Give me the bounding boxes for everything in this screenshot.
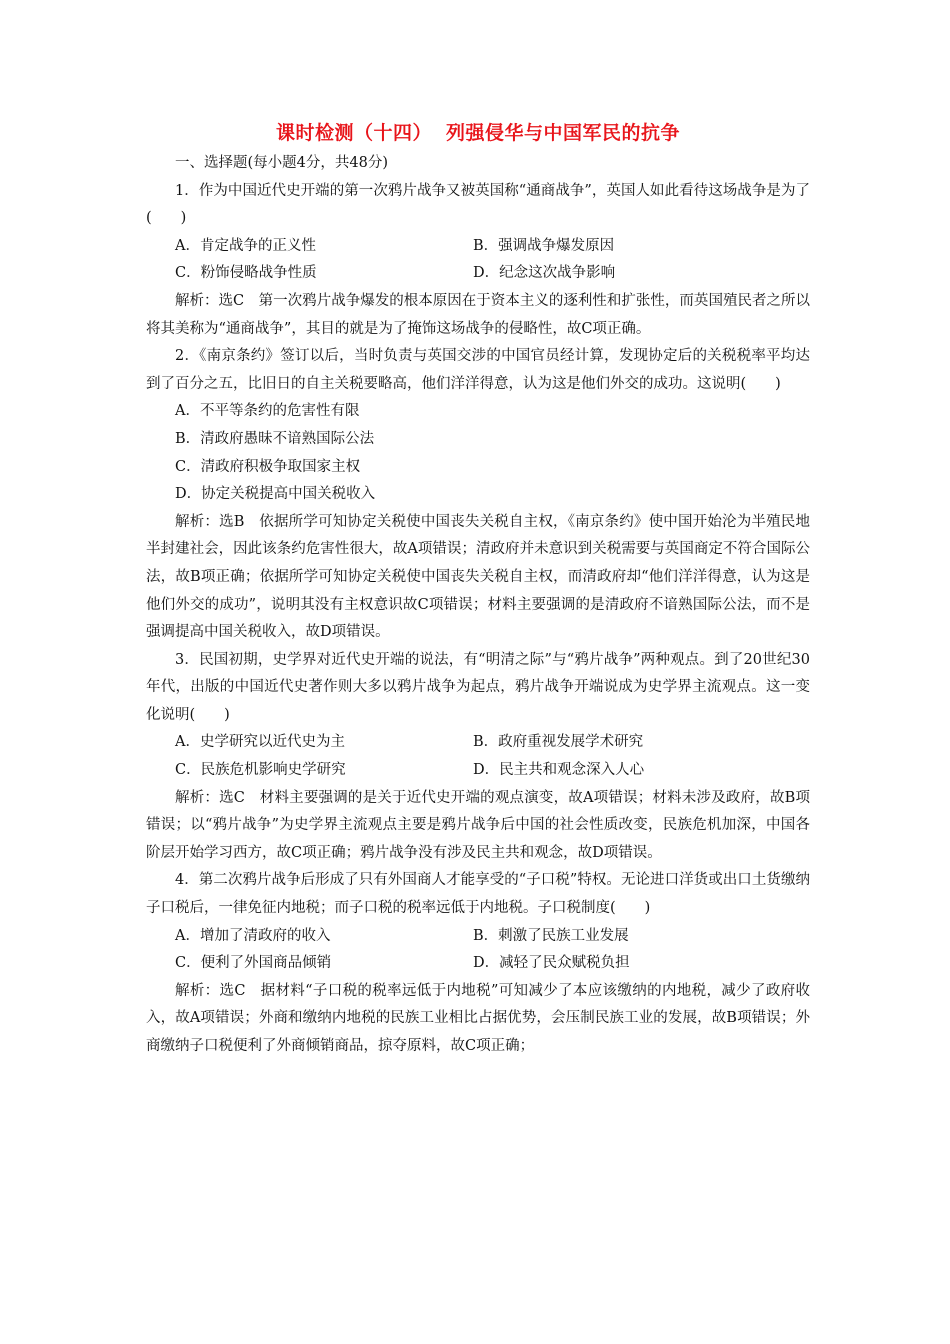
option-3c: C．民族危机影响史学研究 [175,762,346,779]
analysis-3: 解析：选C 材料主要强调的是关于近代史开端的观点演变，故A项错误；材料未涉及政府，故B项错误；以“鸦片战争”为史学界主流观点主要是鸦片战争后中国的社会性质改变，民族危机加深，中国各阶层开始学习西方，故C项正确；鸦片战争没有涉及民主共和观念，故D项错误。 [146,789,810,861]
analysis-1: 解析：选C 第一次鸦片战争爆发的根本原因在于资本主义的逐利性和扩张性，而英国殖民者之所以将其美称为“通商战争”，其目的就是为了掩饰这场战争的侵略性，故C项正确。 [146,292,810,337]
option-2d: D．协定关税提高中国关税收入 [175,486,376,503]
options-row-3a [146,729,810,757]
option-2b: B．清政府愚昧不谙熟国际公法 [175,430,375,447]
option-1b: B．强调战争爆发原因 [473,237,615,254]
option-3d: D．民主共和观念深入人心 [473,762,645,779]
option-3a: A．史学研究以近代史为主 [175,734,345,751]
option-2a: A．不平等条约的危害性有限 [175,403,360,420]
question-stem-1: 1．作为中国近代史开端的第一次鸦片战争又被英国称“通商战争”，英国人如此看待这场战争是为了( ) [146,182,810,227]
option-4c: C．便利了外国商品倾销 [175,955,332,972]
option-4b: B．刺激了民族工业发展 [473,927,629,944]
question-stem-3: 3．民国初期，史学界对近代史开端的说法，有“明清之际”与“鸦片战争”两种观点。到了20世纪30年代，出版的中国近代史著作则大多以鸦片战争为起点，鸦片战争开端说成为史学界主流观点。这一变化说明( ) [146,651,810,723]
option-4a: A．增加了清政府的收入 [175,927,331,944]
question-stem-4: 4．第二次鸦片战争后形成了只有外国商人才能享受的“子口税”特权。无论进口洋货或出口土货缴纳子口税后，一律免征内地税；而子口税的税率远低于内地税。子口税制度( ) [146,872,810,917]
document-page [146,118,810,1061]
option-1c: C．粉饰侵略战争性质 [175,265,317,282]
option-1a: A．肯定战争的正义性 [175,237,316,254]
option-4d: D．减轻了民众赋税负担 [473,955,630,972]
option-2c: C．清政府积极争取国家主权 [175,458,361,475]
options-row-1b [146,260,810,288]
options-row-1a [146,233,810,261]
options-row-3b [146,757,810,785]
analysis-2: 解析：选B 依据所学可知协定关税使中国丧失关税自主权，《南京条约》使中国开始沦为半殖民地半封建社会，因此该条约危害性很大，故A项错误；清政府并未意识到关税需要与英国商定不符合国际公法，故B项正确；依据所学可知协定关税使中国丧失关税自主权，而清政府却“他们洋洋得意，认为这是他们外交的成功”，说明其没有主权意识故C项错误；材料主要强调的是清政府不谙熟国际公法，而不是强调提高中国关税收入，故D项错误。 [146,513,810,641]
title-part-2: 列强侵华与中国军民的抗争 [446,122,681,144]
options-row-4a [146,923,810,951]
option-1d: D．纪念这次战争影响 [473,265,616,282]
options-row-4b [146,950,810,978]
question-stem-2: 2．《南京条约》签订以后，当时负责与英国交涉的中国官员经计算，发现协定后的关税税率平均达到了百分之五，比旧日的自主关税要略高，他们洋洋得意，认为这是他们外交的成功。这说明( ) [146,348,810,392]
option-3b: B．政府重视发展学术研究 [473,734,644,751]
page-title [146,118,810,148]
analysis-4: 解析：选C 据材料“子口税的税率远低于内地税”可知减少了本应该缴纳的内地税，减少了政府收入，故A项错误；外商和缴纳内地税的民族工业相比占据优势，会压制民族工业的发展，故B项错误；外商缴纳子口税便利了外商倾销商品，掠夺原料，故C项正确； [146,982,810,1054]
section-header: 一、选择题(每小题4分，共48分) [175,155,388,171]
title-part-1: 课时检测（十四） [275,122,432,144]
